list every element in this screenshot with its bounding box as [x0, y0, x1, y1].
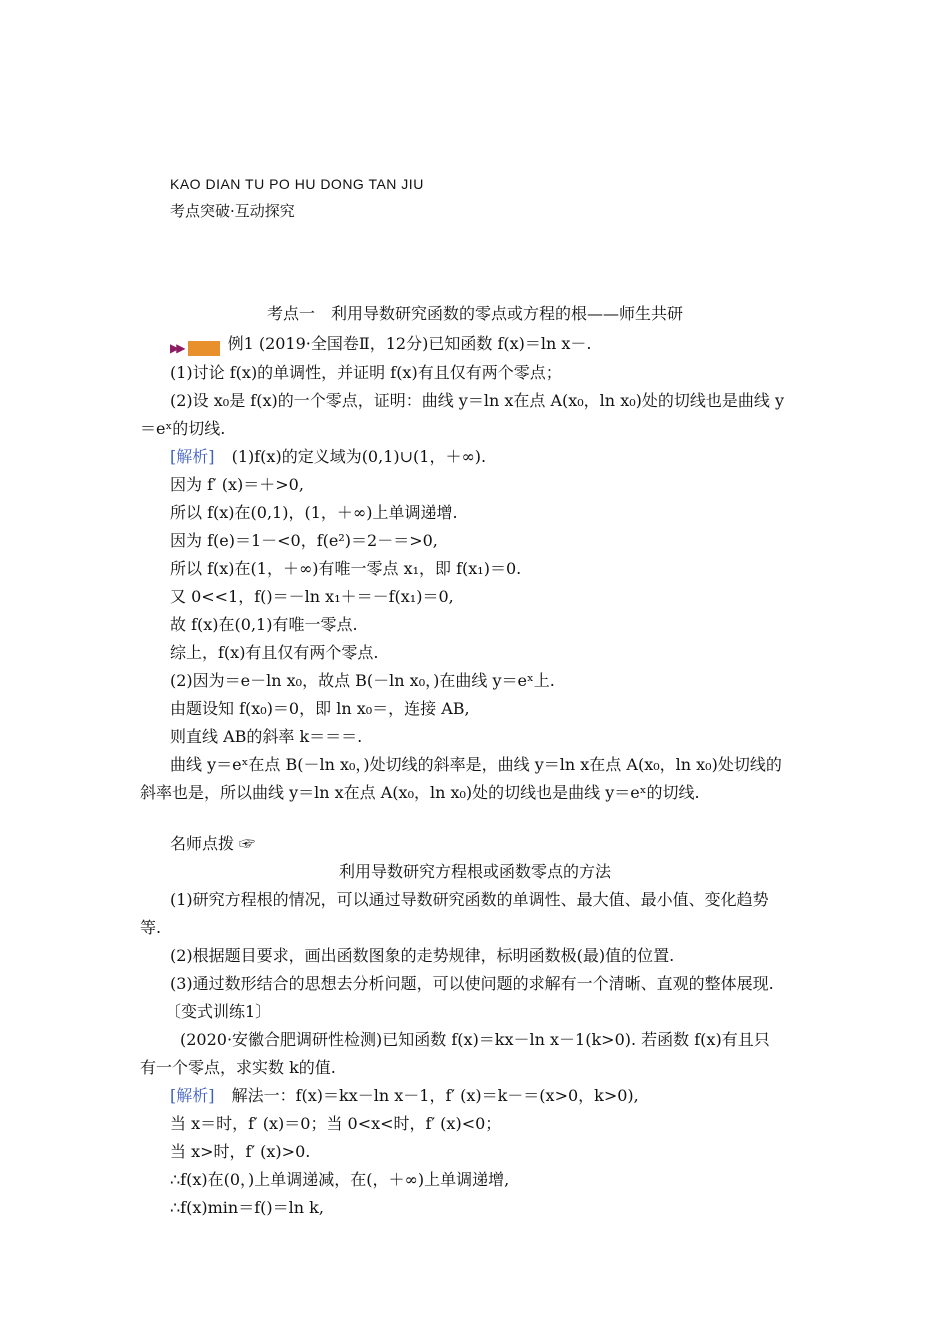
solution-1-line: 综上，f(x)有且仅有两个零点.	[170, 643, 379, 662]
solution-1-line: 又 0<<1，f()＝－ln x₁＋＝－f(x₁)＝0,	[170, 587, 454, 606]
teacher-tips-title: 利用导数研究方程根或函数零点的方法	[338, 862, 611, 881]
teacher-tips-line: (2)根据题目要求，画出函数图象的走势规律，标明函数极(最)值的位置.	[170, 946, 675, 965]
example-1-text: 例1 (2019·全国卷Ⅱ，12分)已知函数 f(x)＝ln x－.	[227, 334, 592, 353]
teacher-tips-line: (1)研究方程根的情况，可以通过导数研究函数的单调性、最大值、最小值、变化趋势	[170, 890, 769, 909]
example-1-question-2-line-2: ＝eˣ的切线.	[140, 419, 226, 438]
example-1-question-1: (1)讨论 f(x)的单调性，并证明 f(x)有且仅有两个零点；	[170, 363, 562, 382]
solution-1-line: 所以 f(x)在(0,1)，(1，＋∞)上单调递增.	[170, 503, 458, 522]
example-badge	[188, 341, 220, 356]
solution-2-first-line	[170, 1086, 639, 1106]
solution-1-line: (2)因为＝e－ln x₀，故点 B(－ln x₀，)在曲线 y＝eˣ上.	[170, 671, 555, 690]
variant-training-label: 〔变式训练1〕	[165, 1002, 272, 1021]
variant-training-line: 有一个零点，求实数 k的值.	[140, 1058, 336, 1077]
solution-2-line: 当 x＝时，f′ (x)＝0；当 0<x<时，f′ (x)<0；	[170, 1114, 502, 1133]
solution-2-first-text: 解法一：f(x)＝kx－ln x－1，f′ (x)＝k－＝(x>0，k>0),	[231, 1086, 639, 1105]
section-title-header: 考点突破·互动探究	[170, 202, 295, 220]
solution-1-first-line	[170, 447, 486, 467]
teacher-tips-label: 名师点拨 ☞	[170, 834, 256, 853]
solution-2-line: 当 x>时，f′ (x)>0.	[170, 1142, 311, 1161]
solution-1-line: 因为 f′ (x)＝＋>0,	[170, 475, 304, 494]
solution-1-line: 所以 f(x)在(1，＋∞)有唯一零点 x₁，即 f(x₁)＝0.	[170, 559, 522, 578]
example-1-question-2-line-1: (2)设 x₀是 f(x)的一个零点，证明：曲线 y＝ln x在点 A(x₀，ln x₀)处的切线也是曲线 y	[170, 391, 784, 410]
solution-1-line: 由题设知 f(x₀)＝0，即 ln x₀＝，连接 AB,	[170, 699, 470, 718]
solution-2-line: ∴f(x)min＝f()＝ln k,	[170, 1198, 324, 1217]
solution-1-line: 斜率也是，所以曲线 y＝ln x在点 A(x₀，ln x₀)处的切线也是曲线 y＝eˣ的切线.	[140, 783, 700, 802]
example-1-statement	[170, 334, 592, 358]
analysis-tag: [解析]	[170, 447, 215, 466]
solution-1-line: 则直线 AB的斜率 k＝＝＝.	[170, 727, 363, 746]
solution-1-line: 因为 f(e)＝1－<0，f(e²)＝2－＝>0,	[170, 531, 438, 550]
double-arrow-icon: ▶▶	[170, 341, 183, 355]
variant-training-line: (2020·安徽合肥调研性检测)已知函数 f(x)＝kx－ln x－1(k>0). 若函数 f(x)有且只	[180, 1030, 770, 1049]
solution-1-line: 曲线 y＝eˣ在点 B(－ln x₀，)处切线的斜率是，曲线 y＝ln x在点 A(x₀，ln x₀)处切线的	[170, 755, 782, 774]
solution-1-line: 故 f(x)在(0,1)有唯一零点.	[170, 615, 358, 634]
teacher-tips-line: 等.	[140, 918, 162, 937]
solution-2-line: ∴f(x)在(0，)上单调递减，在(，＋∞)上单调递增,	[170, 1170, 510, 1189]
section-pinyin-header: KAO DIAN TU PO HU DONG TAN JIU	[170, 176, 424, 192]
teacher-tips-line: (3)通过数形结合的思想去分析问题，可以使问题的求解有一个清晰、直观的整体展现.	[170, 974, 774, 993]
example-marker-icon	[170, 338, 220, 358]
topic-heading: 考点一 利用导数研究函数的零点或方程的根——师生共研	[266, 304, 683, 323]
solution-1-first-text: (1)f(x)的定义域为(0,1)∪(1，＋∞).	[231, 447, 487, 466]
analysis-tag: [解析]	[170, 1086, 215, 1105]
